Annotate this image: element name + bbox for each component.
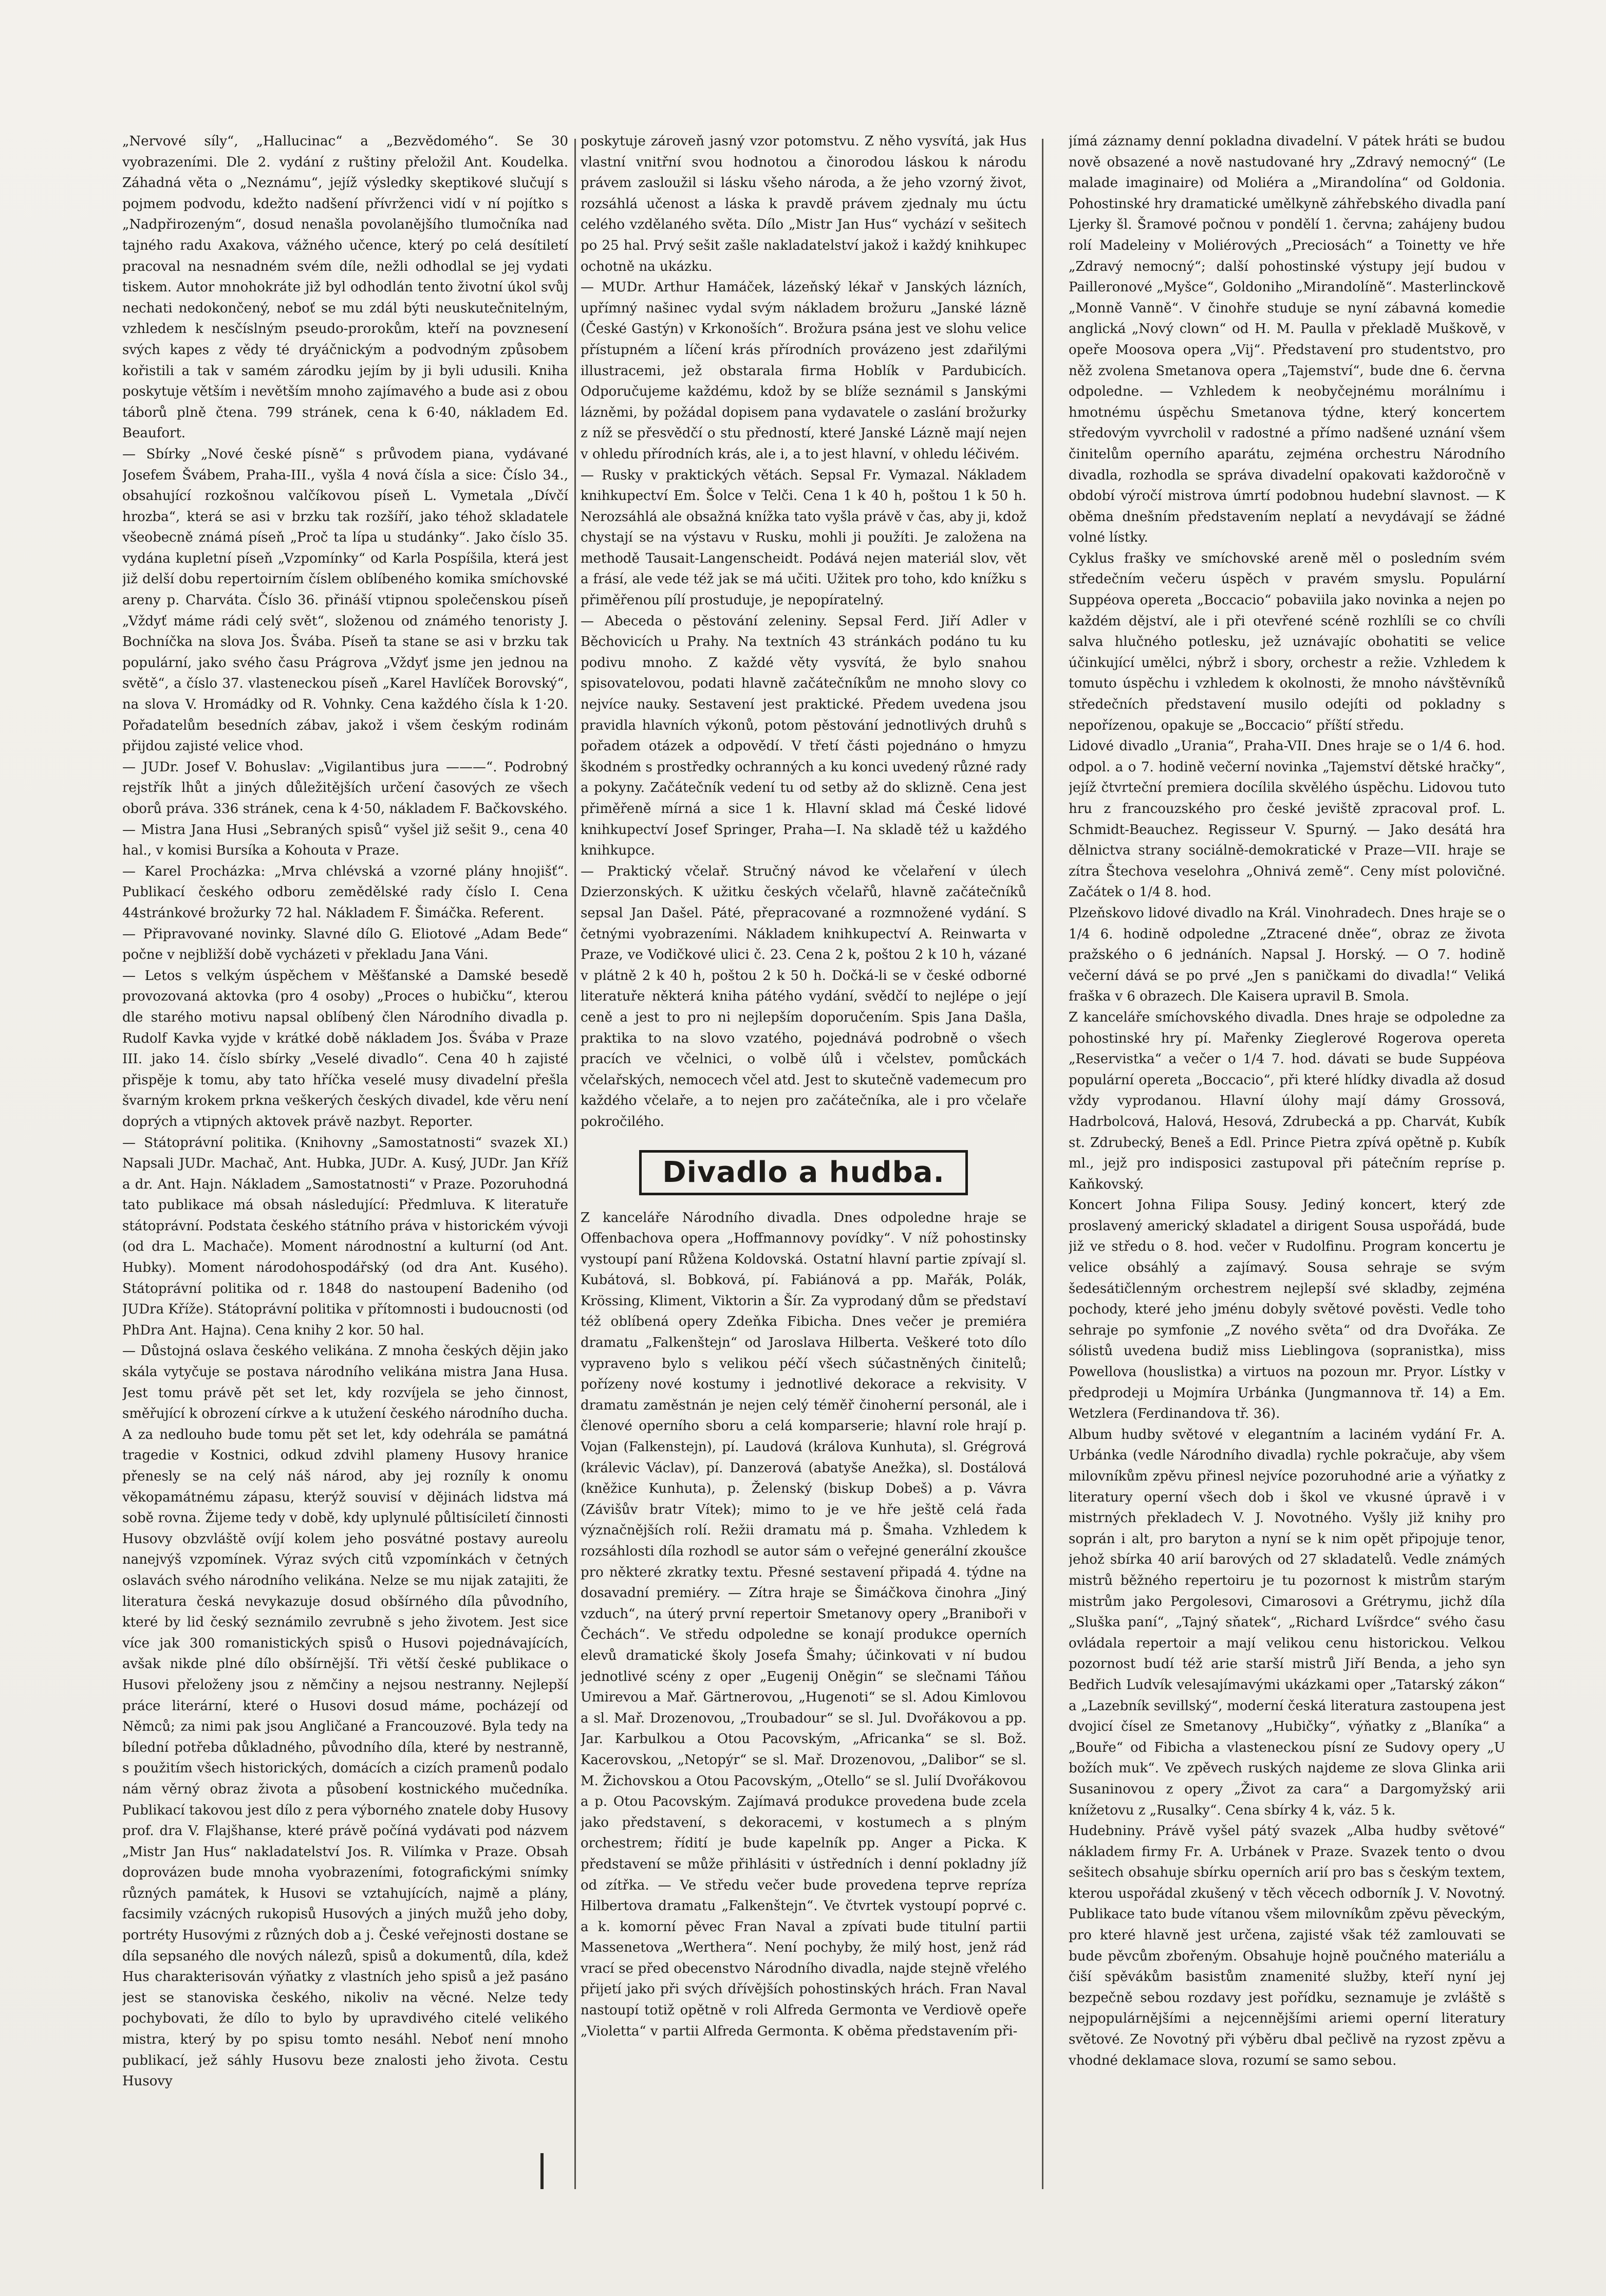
article-paragraph: — MUDr. Arthur Hamáček, lázeňský lékař v Janských lázních, upřímný našinec vydal svým nákladem brožuru „Janské lázně (České Gastýn) v Krkonoších“. Brožura psána jest ve slohu velice přístupném a líčení krás přírodních provázeno jest zdařilými illustracemi, jež obstarala firma Hoblík v Pardubicích. Odporučujeme každému, kdož by se blíže seznámil s Janskými lázněmi, by požádal dopisem pana vydavatele o zaslání brožurky z níž se přesvědčí o stu předností, které Janské Lázně mají nejen v ohledu přírodních krás, ale i, a to jest hlavní, v ohledu léčivém. [581, 280, 1026, 462]
article-paragraph: Plzeňskovo lidové divadlo na Král. Vinohradech. Dnes hraje se o 1/4 6. hodině odpoledne „Ztracené dněe“, obraz ze života pražského o 6 jednáních. Napsal J. Horský. — O 7. hodině večerní dává se po prvé „Jen s paničkami do divadla!“ Veliká fraška v 6 obrazech. Dle Kaisera upravil B. Smola. [1069, 905, 1505, 1005]
column-middle [581, 131, 1026, 2199]
article-paragraph: Z kanceláře smíchovského divadla. Dnes hraje se odpoledne za pohostinské hry pí. Mařenky Zieglerové Rogerova opereta „Reservistka“ a večer o 1/4 7. hod. dávati se bude Suppéova populární opereta „Boccacio“, při které hlídky divadla až dosud vždy vyprodanou. Hlavní úlohy mají dámy Grossová, Hadrbolcová, Halová, Hesová, Zdrubecká a pp. Charvát, Kubík st. Zdrubecký, Beneš a Edl. Prince Pietra zpívá opětně p. Kubík ml., jejž pro indisposici zastupoval při pátečním repríse p. Kaňkovský. [1069, 1009, 1505, 1192]
article-paragraph: jímá záznamy denní pokladna divadelní. V pátek hráti se budou nově obsazené a nově nastudované hry „Zdravý nemocný“ (Le malade imaginaire) od Moliéra a „Mirandolína“ od Goldonia. Pohostinské hry dramatické umělkyně záhřebského divadla paní Ljerky šl. Šramové počnou v pondělí 1. června; zahájeny budou rolí Madeleiny v Moliérových „Preciosách“ a Toinetty ve hře „Zdravý nemocný“; další pohostinské výstupy její budou v Pailleronové „Myšce“, Goldoniho „Mirandolíně“. Masterlinckově „Monně Vanně“. V činohře studuje se nyní zábavná komedie anglická „Nový clown“ od H. M. Paulla v překladě Muškově, v opeře Moosova opera „Vij“. Představení pro studentstvo, pro něž zvolena Smetanova opera „Tajemství“, bude dne 6. června odpoledne. — Vzhledem k neobyčejnému morálnímu i hmotnému úspěchu Smetanova týdne, který koncertem středovým vyvrcholil v radostné a přímo nadšené uznání všem činitelům operního aparátu, zejména orchestru Národního divadla, rozhodla se správa divadelní opakovati každoročně v období výročí mistrova úmrtí podobnou hudební slavnost. — K oběma dnešním představením neplatí a nevydávají se žádné volné lístky. [1069, 134, 1505, 546]
article-paragraph: — Karel Procházka: „Mrva chlévská a vzorné plány hnojišť“. Publikací českého odboru zemědělské rady číslo I. Cena 44stránkové brožurky 72 hal. Nákladem F. Šimáčka. Referent. [122, 863, 568, 921]
column-divider [574, 139, 576, 2189]
article-paragraph: Lidové divadlo „Urania“, Praha-VII. Dnes hraje se o 1/4 6. hod. odpol. a o 7. hodině večerní novinka „Tajemství dětské hračky“, jejíž čtvrteční premiera docílila skvělého úspěchu. Lidovou tuto hru z francouzského pro české jeviště zpracoval prof. L. Schmidt-Beauchez. Regisseur V. Spurný. — Jako desátá hra dělnictva strany sociálně-demokratické v Praze—VII. hraje se zítra Štechova veselohra „Ohnivá země“. Ceny míst polovičné. Začátek o 1/4 8. hod. [1069, 738, 1505, 900]
column-divider [1042, 139, 1043, 2189]
column-left [122, 131, 568, 2199]
article-paragraph: Album hudby světové v elegantním a laciném vydání Fr. A. Urbánka (vedle Národního divadla) rychle pokračuje, aby všem milovníkům zpěvu přinesl nejvíce pozoruhodné arie a výňatky z literatury operní všech dob i škol ve vkusné úpravě i v mistrných překladech V. J. Novotného. Vyšly již knihy pro soprán i alt, pro baryton a nyní se k nim opět připojuje tenor, jehož sbírka 40 arií barových od 27 skladatelů. Vedle známých mistrů běžného repertoiru je tu pozornost k mistrům starým mistrům jako Pergolesovi, Cimarosovi a Grétrymu, jichž díla „Sluška paní“, „Tajný sňatek“, „Richard Lvíšrdce“ svého času ovládala repertoir a mají velikou cenu historickou. Velkou pozornost budí též arie starší mistrů Jiří Benda, a jeho syn Bedřich Ludvík velesajímavými ukázkami oper „Tatarský zákon“ a „Lazebník sevillský“, moderní česká literatura zastoupena jest dvojicí čísel ze Smetanovy „Hubičky“, výňatky z „Blaníka“ a „Bouře“ od Fibicha a vlasteneckou písní ze Sudovy opery „U božích muk“. Ve zpěvech ruských najdeme ze slova Glinka arii Susaninovou z opery „Život za cara“ a Dargomyžský arii knížetovu z „Rusalky“. Cena sbírky 4 k, váz. 5 k. [1069, 1427, 1505, 1818]
article-paragraph: — Praktický včelař. Stručný návod ke včelaření v úlech Dzierzonských. K užitku českých včelařů, hlavně začátečníků sepsal Jan Dašel. Páté, přepracované a rozmnožené vydání. S četnými vyobrazeními. Nákladem knihkupectví A. Reinwarta v Praze, ve Vodičkové ulici č. 23. Cena 2 k, poštou 2 k 10 h, vázané v plátně 2 k 40 h, poštou 2 k 50 h. Dočká-li se v české odborné literatuře některá kniha pátého vydání, svědčí to nejlépe o její ceně a jest to pro ni nejlepším doporučením. Spis Jana Dašla, praktika to na slovo vzatého, pojednává podrobně o všech pracích ve včelnici, o volbě úlů i včelstev, pomůckách včelařských, nemocech včel atd. Jest to skutečně vademecum pro každého včelaře, a to nejen pro začátečníka, ale i pro včelaře pokročilého. [581, 863, 1026, 1130]
article-paragraph: — JUDr. Josef V. Bohuslav: „Vigilantibus jura ———“. Podrobný rejstřík lhůt a jiných důležitějších určení časových ze všech oborů práva. 336 stránek, cena k 4·50, nákladem F. Bačkovského. [122, 759, 568, 817]
article-paragraph: — Mistra Jana Husi „Sebraných spisů“ vyšel již sešit 9., cena 40 hal., v komisi Bursíka a Kohouta v Praze. [122, 822, 568, 859]
article-paragraph: Hudebniny. Právě vyšel pátý svazek „Alba hudby světové“ nákladem firmy Fr. A. Urbánek v Praze. Svazek tento o dvou sešitech obsahuje sbírku operních arií pro bas s českým textem, kterou uspořádal zkušený v těch věcech odborník J. V. Novotný. Publikace tato bude vítanou všem milovníkům zpěvu pěveckým, pro které hlavně jest určena, zajisté však též zamlouvati se bude pěvcům zbořeným. Obsahuje hojně poučného materiálu a čiší spěvákům basistům znamenité služby, kteří nyní jej bezpečně sebou rozdavy jest pořídku, seznamuje je zvláště s nejpopulárnějšími a nejcennějšími ariemi operní literatury světové. Ze Novotný při výběru dbal pečlivě na ryzost zpěvu a vhodné deklamace slova, rozumí se samo sebou. [1069, 1823, 1505, 2068]
column-right [1069, 131, 1505, 2199]
article-paragraph: — Letos s velkým úspěchem v Měšťanské a Damské besedě provozovaná aktovka (pro 4 osoby) „Proces o hubičku“, kterou dle starého motivu napsal oblíbený člen Národního divadla p. Rudolf Kavka vyjde v krátké době nákladem Jos. Švába v Praze III. jako 14. číslo sbírky „Veselé divadlo“. Cena 40 h zajisté přispěje k tomu, aby tato hříčka veselé musy divadelní přešla švarným krokem prkna veškerých českých divadel, kde věru není doprých a vtipných aktovek právě nazbyt. Reporter. [122, 968, 568, 1130]
print-mark [540, 2153, 544, 2189]
article-paragraph: — Sbírky „Nové české písně“ s průvodem piana, vydávané Josefem Švábem, Praha-III., vyšla 4 nová čísla a sice: Číslo 34., obsahující rozkošnou valčíkovou píseň L. Vymetala „Dívčí hrozba“, která se asi v brzku tak rozšíří, jako téhož skladatele všeobecně známá píseň „Proč ta lípa u studánky“. Jako číslo 35. vydána kupletní píseň „Vzpomínky“ od Karla Pospíšila, která jest již delší dobu repertoirním číslem oblíbeného komika smíchovské areny p. Charváta. Číslo 36. přináší vtipnou společenskou píseň „Vždyť máme rádi celý svět“, složenou od známého tenoristy J. Bochníčka na slova Jos. Švába. Píseň ta stane se asi v brzku tak populární, jako svého času Prágrova „Vždyť jsme jen jednou na světě“, a číslo 37. vlasteneckou píseň „Karel Havlíček Borovský“, na slova V. Hromádky od R. Vohnky. Cena každého čísla k 1·20. Pořadatelům besedních zábav, jakož i všem českým rodinám přijdou zajisté velice vhod. [122, 446, 568, 754]
article-paragraph: — Abeceda o pěstování zeleniny. Sepsal Ferd. Jiří Adler v Běchovicích u Prahy. Na textních 43 stránkách podáno tu ku podivu mnoho. Z každé věty vysvítá, že bylo snahou spisovatelovou, podati hlavně začátečníkům ne mnoho slovy co nejvíce nauky. Sestavení jest praktické. Předem uvedena jsou pravidla hlavních výkonů, potom pěstování jednotlivých druhů s pořadem otázek a odpovědí. V třetí části pojednáno o hmyzu škodném s prostředky ochranných a ku konci uvedený různé rady a pokyny. Začátečník vedení tu od setby až do sklizně. Cena jest přiměřeně mírná a sice 1 k. Hlavní sklad má České lidové knihkupectví Josef Springer, Praha—I. Na skladě též u každého knihkupce. [581, 613, 1026, 859]
article-paragraph: — Připravované novinky. Slavné dílo G. Eliotové „Adam Bede“ počne v nejbližší době vycházeti v překladu Jana Váni. [122, 926, 568, 963]
article-paragraph: — Rusky v praktických větách. Sepsal Fr. Vymazal. Nákladem knihkupectví Em. Šolce v Telči. Cena 1 k 40 h, poštou 1 k 50 h. Nerozsáhlá ale obsažná knížka tato vyšla právě v čas, aby ji, kdož chystají se na výstavu v Rusku, mohli ji použíti. Je založena na methodě Tausait-Langenscheidt. Podává nejen materiál slov, vět a frásí, ale vede též jak se má učiti. Užitek pro toho, kdo knížku s přiměřenou pílí prostuduje, je nepopíratelný. [581, 467, 1026, 608]
article-paragraph: — Státoprávní politika. (Knihovny „Samostatnosti“ svazek XI.) Napsali JUDr. Machač, Ant. Hubka, JUDr. A. Kusý, JUDr. Jan Kříž a dr. Ant. Hajn. Nákladem „Samostatnosti“ v Praze. Pozoruhodná tato publikace má obsah následující: Předmluva. K literatuře státoprávní. Podstata českého státního práva v historickém vývoji (od dra L. Machače). Moment národnostní a kulturní (od Ant. Hubky). Moment národohospodářský (od dra Ant. Kusého). Státoprávní politika od r. 1848 do nastoupení Badeniho (od JUDra Kříže). Státoprávní politika v přítomnosti i budoucnosti (od PhDra Ant. Hajna). Cena knihy 2 kor. 50 hal. [122, 1135, 568, 1338]
section-heading: Divadlo a hudba. [639, 1150, 967, 1195]
article-paragraph: Koncert Johna Filipa Sousy. Jediný koncert, který zde proslavený americký skladatel a dirigent Sousa uspořádá, bude již ve středu o 8. hod. večer v Rudolfinu. Program koncertu je velice obsáhlý a zajímavý. Sousa sehraje se svým šedesátičlenným orchestrem nejlepší své skladby, zejména pochody, které jeho jménu dobyly světové pověsti. Vedle toho sehraje po symfonie „Z nového světa“ od dra Dvořáka. Ze sólistů uvedena budiž miss Lieblingova (sopranistka), miss Powellova (houslistka) a virtuos na pozoun mr. Pryor. Lístky v předprodeji u Mojmíra Urbánka (Jungmannova tř. 14) a Em. Wetzlera (Ferdinandova tř. 36). [1069, 1197, 1505, 1422]
article-paragraph: poskytuje zároveň jasný vzor potomstvu. Z něho vysvítá, jak Hus vlastní vnitřní svou hodnotou a činorodou láskou k národu právem zasloužil si lásku všeho národa, a že jeho vzorný život, rozsáhlá učenost a láska k pravdě právem zjednaly mu úctu celého vzdělaného světa. Dílo „Mistr Jan Hus“ vychází v sešitech po 25 hal. Prvý sešit zašle nakladatelství jakož i každý knihkupec ochotně na ukázku. [581, 134, 1026, 274]
article-paragraph: — Důstojná oslava českého velikána. Z mnoha českých dějin jako skála vytyčuje se postava národního velikána mistra Jana Husa. Jest tomu právě pět set let, kdy rozvíjela se jeho činnost, směřující k obrození církve a k utužení českého národního ducha. A za nedlouho bude tomu pět set let, kdy odehrála se památná tragedie v Kostnici, odkud zdvihl plameny Husovy hranice přenesly se na celý náš národ, aby jej rozníly k onomu věkopamátnému zápasu, kterýž souvisí v dějinách lidstva má sobě rovna. Žijeme tedy v době, kdy uplynulé půltisíciletí činnosti Husovy obzvláště ovíjí kolem jeho posvátné postavy aureolu nanejvýš vzpomínek. Výraz svých citů vzpomínkách v četných oslavách svého národního velikána. Nelze se mu nijak zatajiti, že literatura česká nevykazuje dosud obšírného díla původního, které by lid český seznámilo zevrubně s jeho životem. Jest sice více jak 300 romanistických spisů o Husovi pojednávajících, avšak nikde plné dílo obšírnější. Tři větší české publikace o Husovi přeloženy jsou z němčiny a nejsou nestranny. Nejlepší práce literární, které o Husovi dosud máme, pocházejí od Němců; za nimi pak jsou Angličané a Francouzové. Byla tedy na bílední potřeba důkladného, původního díla, které by nestranně, s použitím všech historických, domácích a cizích pramenů podalo nám věrný obraz života a působení kostnického mučedníka. Publikací takovou jest dílo z pera výborného znatele doby Husovy prof. dra V. Flajšhanse, které právě počíná vydávati pod názvem „Mistr Jan Hus“ nakladatelství Jos. R. Vilímka v Praze. Obsah doprovázen bude mnoha vyobrazeními, fotografickými snímky různých památek, k Husovi se vztahujících, najmě a plány, facsimily vzácných rukopisů Husových a jiných mužů jeho doby, portréty Husovými z různých dob a j. České veřejnosti dostane se díla sepsaného dle nových nálezů, spisů a dokumentů, díla, kdež Hus charakterisován výňatky z vlastních jeho spisů a jež pasáno jest se stanoviska českého, nikoliv na věcné. Nelze tedy pochybovati, že dílo to bylo by upravdivého citelé velikého mistra, který by po spisu tomto nesáhl. Neboť není mnoho publikací, jež sáhly Husovu beze znalosti jeho života. Cestu Husovy [122, 1343, 568, 2089]
section-heading-box [581, 1148, 1026, 1197]
article-paragraph: „Nervové síly“, „Hallucinac“ a „Bezvědomého“. Se 30 vyobrazeními. Dle 2. vydání z ruštiny přeložil Ant. Koudelka. Záhadná věta o „Neznámu“, jejíž výsledky skeptikové slučují s pojmem podvodu, kdežto nadšení přívrženci vidí v ní pojítko s „Nadpřirozeným“, dosud nenašla povolanějšího tlumočníka nad tajného radu Axakova, vážného učence, který po celá desítiletí pracoval na nesnadném svém díle, nežli odhodlal se jej vydati tiskem. Autor mnohokráte již byl odhodlán tento životní úkol svůj nechati nedokončený, neboť se mu zdál býti neuskutečnitelným, vzhledem k nesčíslným pseudo-prorokům, kteří na povznesení svých kapes z vědy té dryáčnickým a podvodným způsobem kořistili a tak v samém zárodku jejím by ji byli udusili. Kniha poskytuje větším i nevětším mnoho zajímavého a bude asi z obou táborů plně čtena. 799 stránek, cena k 6·40, nákladem Ed. Beaufort. [122, 134, 568, 441]
article-paragraph: Cyklus frašky ve smíchovské areně měl o posledním svém středečním večeru úspěch v pravém smyslu. Populární Suppéova opereta „Boccacio“ pobaviila jako novinka a nejen po každém dějství, ale i při otevřené scéně rozhlíli se co chvíli salva hlučného potlesku, jež uznávajíc obohatiti se velice účinkující umělci, nýbrž i sbory, orchestr a režie. Vzhledem k tomuto úspěchu i vzhledem k okolnosti, že mnoho návštěvníků středečních představení musilo odejíti od pokladny s nepořízenou, opakuje se „Boccacio“ příští středu. [1069, 550, 1505, 733]
article-paragraph: Z kanceláře Národního divadla. Dnes odpoledne hraje se Offenbachova opera „Hoffmannovy povídky“. V níž pohostinsky vystoupí paní Růžena Koldovská. Ostatní hlavní partie zpívají sl. Kubátová, sl. Bobková, pí. Fabiánová a pp. Mařák, Polák, Krössing, Kliment, Viktorin a Šír. Za vyprodaný dům se představí též oblíbená opery Zdeňka Fibicha. Dnes večer je premiéra dramatu „Falkenštejn“ od Jaroslava Hilberta. Veškeré toto dílo vypraveno bylo s velikou péčí všech súčastněných činitelů; pořízeny nové kostumy i jednotlivé dekorace a rekvisity. V dramatu zaměstnán je nejen celý téměř činoherní personál, ale i členové operního sboru a celá komparserie; hlavní role hrají p. Vojan (Falkenstejn), pí. Laudová (králova Kunhuta), sl. Grégrová (králevic Václav), pí. Danzerová (abatyše Anežka), sl. Dostálová (kněžice Kunhuta), p. Želenský (biskup Dobeš) a p. Vávra (Závišův bratr Vítek); mimo to je ve hře ještě celá řada význačnějších rolí. Režii dramatu má p. Šmaha. Vzhledem k rozsáhlosti díla rozhodl se autor sám o veřejné generální zkoušce pro některé zkratky textu. Přesné sestavení připadá 4. týdne na dosavadní premiéry. — Zítra hraje se Šimáčkova činohra „Jiný vzduch“, na úterý první repertoir Smetanovy opery „Braniboři v Čechách“. Ve středu odpoledne se konají produkce operních elevů dramatické školy Josefa Šmahy; účinkovati v ní budou jednotlivé scény z oper „Eugenij Oněgin“ se slečnami Táňou Umirevou a Mař. Gärtnerovou, „Hugenoti“ se sl. Adou Kimlovou a sl. Mař. Drozenovou, „Troubadour“ se sl. Jul. Dvořákovou a pp. Jar. Karbulkou a Otou Pacovským, „Africanka“ se sl. Bož. Kacerovskou, „Netopýr“ se sl. Mař. Drozenovou, „Dalibor“ se sl. M. Žichovskou a Otou Pacovským, „Otello“ se sl. Julií Dvořákovou a p. Otou Pacovským. Zajímavá produkce provedena bude zcela jako představení, s dekoracemi, v kostumech a s plným orchestrem; řídití je bude kapelník pp. Anger a Picka. K představení se může přihlásiti v ústředních i denní pokladny jíž od zítřka. — Ve středu večer bude provedena teprve repríza Hilbertova dramatu „Falkenštejn“. Ve čtvrtek vystoupí poprvé c. a k. komorní pěvec Fran Naval a zpívati bude titulní partii Massenetova „Werthera“. Není pochyby, že milý host, jenž rád vrací se před obecenstvo Národního divadla, najde stejně vřelého přijetí jako při svých dřívějších pohostinských hrách. Fran Naval nastoupí totiž opětně v roli Alfreda Germonta ve Verdiově opeře „Violetta“ v partii Alfreda Germonta. K oběma představením při- [581, 1210, 1026, 2039]
